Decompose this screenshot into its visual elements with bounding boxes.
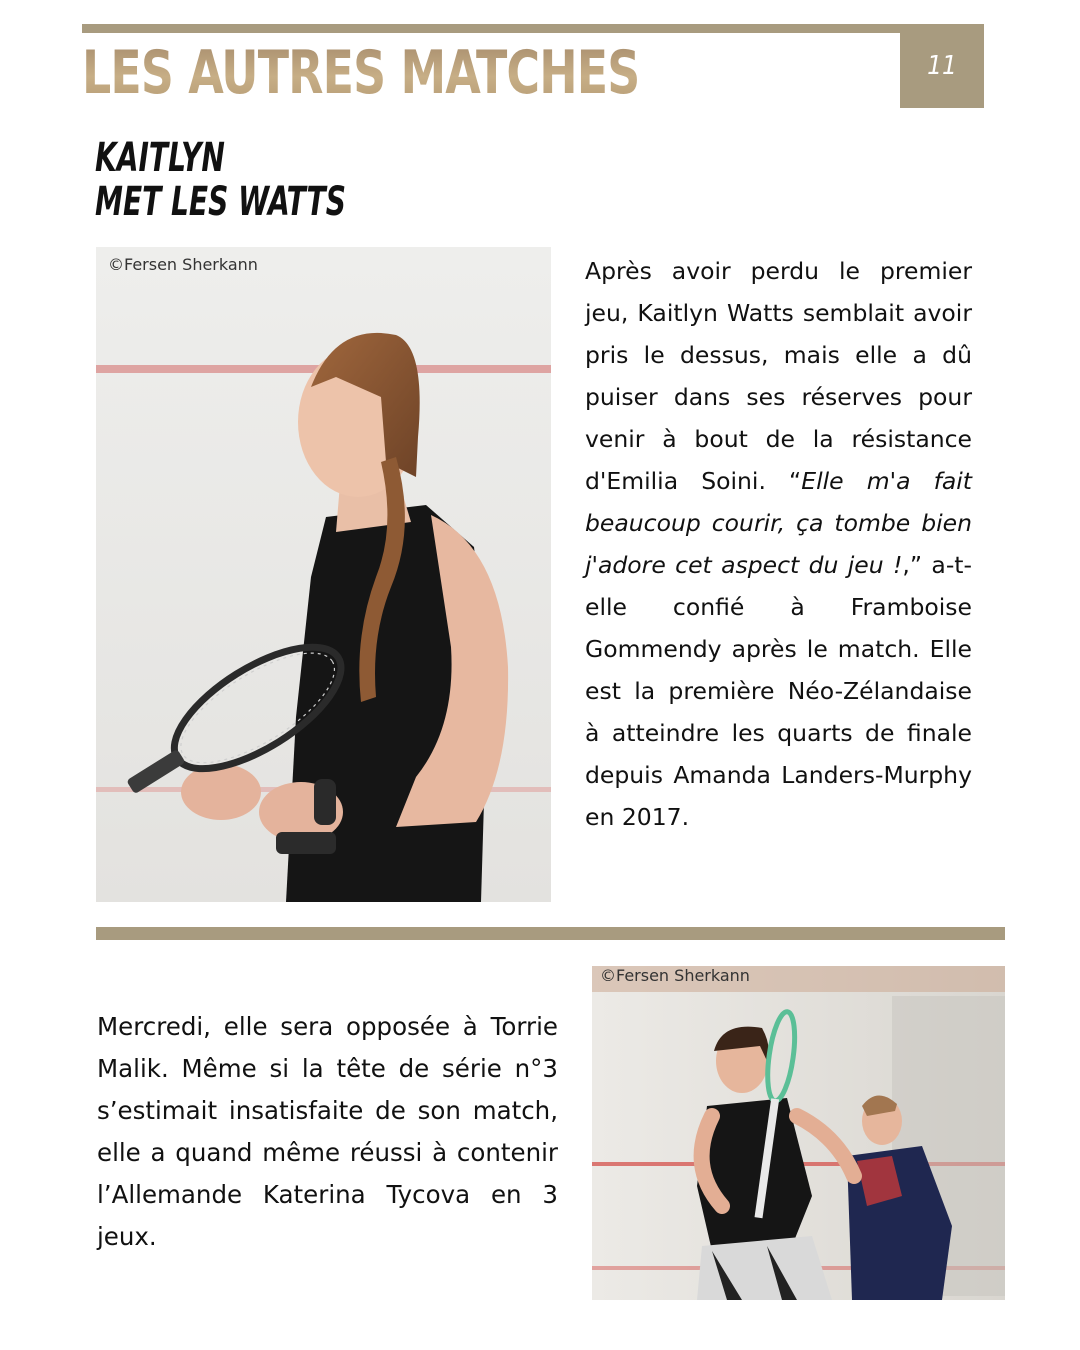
page-number-badge [900, 24, 984, 108]
article-paragraph-2: Mercredi, elle sera opposée à Torrie Malik. Même si la tête de série n°3 s’estimait insatisfaite de son match, elle a quand même réussi à contenir l’Allemande Katerina Tycova en 3 jeux. [97, 1012, 558, 1251]
headline-line-1: KAITLYN [95, 135, 225, 181]
match-photo [592, 966, 1005, 1300]
article-paragraph-1 [585, 250, 972, 838]
headline-line-2: MET LES WATTS [95, 179, 346, 225]
article-headline [95, 136, 346, 224]
section-divider [96, 927, 1005, 940]
header-rule [82, 24, 900, 33]
photo-credit: ©Fersen Sherkann [600, 966, 750, 985]
paragraph-1-text-end: ,” a-t-elle confié à Framboise Gommendy après le match. Elle est la première Néo-Zélandaise à atteindre les quarts de finale depuis Amanda Landers-Murphy en 2017. [585, 551, 972, 831]
photo-credit: ©Fersen Sherkann [108, 255, 258, 274]
section-title: LES AUTRES MATCHES [82, 38, 640, 108]
kaitlyn-watts-photo [96, 247, 551, 902]
paragraph-1-text: Après avoir perdu le premier jeu, Kaitlyn Watts semblait avoir pris le dessus, mais elle a dû puiser dans ses réserves pour venir à bout de la résistance d'Emilia Soini. “ [585, 257, 972, 495]
quote-text: Elle m'a fait beaucoup courir, ça tombe bien j'adore cet aspect du jeu ! [585, 467, 972, 579]
page-number: 11 [927, 51, 957, 81]
